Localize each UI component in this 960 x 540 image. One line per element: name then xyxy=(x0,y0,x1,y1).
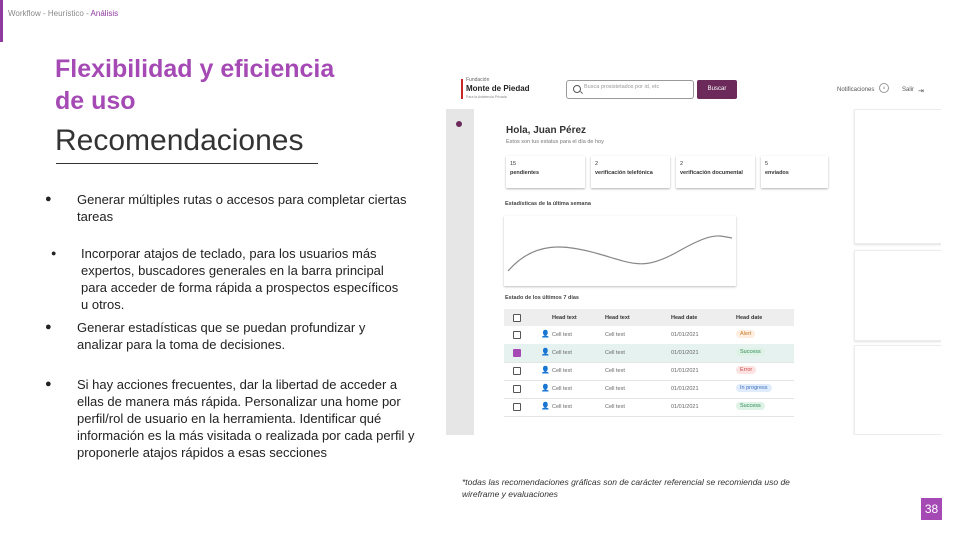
card-label: pendientes xyxy=(510,170,540,176)
title-divider xyxy=(56,163,318,164)
cell: Cell text xyxy=(552,404,572,410)
exit-icon[interactable]: ⇥ xyxy=(918,88,924,95)
column-header[interactable]: Head text xyxy=(605,315,630,321)
row-checkbox[interactable] xyxy=(513,385,521,393)
breadcrumb-current: Análisis xyxy=(90,9,119,18)
cell: Cell text xyxy=(605,368,625,374)
cell: Cell text xyxy=(552,332,572,338)
home-icon[interactable] xyxy=(456,121,462,127)
card-number: 2 xyxy=(680,161,684,167)
cell: Cell text xyxy=(605,404,625,410)
status-badge: Error xyxy=(736,366,756,374)
user-icon: 👤 xyxy=(541,385,550,392)
table-row[interactable] xyxy=(504,326,794,345)
side-panel-card xyxy=(854,250,941,341)
card-label: verificación telefónica xyxy=(595,170,653,176)
table-row[interactable] xyxy=(504,380,794,399)
card-label: verificación documental xyxy=(680,170,743,176)
notification-badge: 4 xyxy=(879,83,889,93)
cell: Cell text xyxy=(605,350,625,356)
status-badge: In progress xyxy=(736,384,772,392)
status-card[interactable] xyxy=(676,156,755,188)
card-number: 5 xyxy=(765,161,769,167)
mockup-header xyxy=(446,70,941,109)
user-icon: 👤 xyxy=(541,331,550,338)
card-number: 2 xyxy=(595,161,599,167)
row-checkbox[interactable] xyxy=(513,367,521,375)
table-row[interactable] xyxy=(504,344,794,363)
status-card[interactable] xyxy=(506,156,585,188)
logo-mark xyxy=(461,79,463,99)
status-title: Estado de los últimos 7 días xyxy=(505,295,579,301)
column-header[interactable]: Head date xyxy=(671,315,698,321)
status-card[interactable] xyxy=(591,156,670,188)
page-title-line2: de uso xyxy=(55,87,136,115)
card-label: enviados xyxy=(765,170,789,176)
bullet-text: Si hay acciones frecuentes, dar la libertad de acceder a ellas de manera más rápida. Personalizar una home por perfil/rol de usuario en la herramienta. Identificar qué información es la más visitada o realizada por cada perfil y proponerle atajos rápidos a esas secciones xyxy=(77,377,415,460)
stats-title: Estadísticas de la última semana xyxy=(505,201,591,207)
accent-bar xyxy=(0,0,3,42)
trend-line-chart xyxy=(504,216,736,286)
user-icon: 👤 xyxy=(541,367,550,374)
search-placeholder: Busca prosistetados por id, etc xyxy=(584,84,660,90)
status-badge: Alert xyxy=(736,330,755,338)
date-cell: 01/01/2021 xyxy=(671,350,699,356)
user-icon: 👤 xyxy=(541,349,550,356)
greeting: Hola, Juan Pérez xyxy=(506,125,587,136)
bullet-marker: ● xyxy=(45,193,52,205)
date-cell: 01/01/2021 xyxy=(671,386,699,392)
section-title: Recomendaciones xyxy=(55,124,304,157)
select-all-checkbox[interactable] xyxy=(513,314,521,322)
bullet-marker: ● xyxy=(45,321,52,333)
trend-line xyxy=(508,236,732,271)
bullet-marker: ● xyxy=(45,378,52,390)
row-checkbox[interactable] xyxy=(513,403,521,411)
page-number: 38 xyxy=(921,498,942,520)
cell: Cell text xyxy=(552,368,572,374)
page-title xyxy=(55,53,385,117)
column-header[interactable]: Head text xyxy=(552,315,577,321)
greeting-subtitle: Estos son tus estatus para el día de hoy xyxy=(506,139,604,145)
search-button[interactable]: Buscar xyxy=(697,80,737,99)
table-row[interactable] xyxy=(504,398,794,417)
side-panel-card xyxy=(854,345,941,435)
cell: Cell text xyxy=(605,386,625,392)
bullet-text: Generar estadísticas que se puedan profundizar y analizar para la toma de decisiones. xyxy=(77,320,366,352)
bullet-marker: ● xyxy=(51,248,57,258)
cell: Cell text xyxy=(552,350,572,356)
bullet-text: Incorporar atajos de teclado, para los usuarios más expertos, buscadores generales en la barra principal para acceder de forma rápida a prospectos específicos u otros. xyxy=(81,246,399,312)
date-cell: 01/01/2021 xyxy=(671,404,699,410)
cell: Cell text xyxy=(605,332,625,338)
logout-link[interactable]: Salir xyxy=(902,87,915,93)
search-icon xyxy=(573,85,581,93)
card-number: 15 xyxy=(510,161,517,167)
breadcrumb xyxy=(8,9,118,18)
logo-text: Monte de Piedad xyxy=(466,84,530,93)
column-header[interactable]: Head date xyxy=(736,315,763,321)
logo-small-text: Fundación xyxy=(466,77,490,83)
user-icon: 👤 xyxy=(541,403,550,410)
date-cell: 01/01/2021 xyxy=(671,368,699,374)
mockup-content xyxy=(474,109,941,435)
notifications-link[interactable]: Notificaciones xyxy=(837,87,875,93)
status-badge: Success xyxy=(736,402,765,410)
footnote: *todas las recomendaciones gráficas son de carácter referencial se recomienda uso de wireframe y evaluaciones xyxy=(462,477,790,499)
weekly-stats-chart[interactable] xyxy=(504,216,736,286)
table-row[interactable] xyxy=(504,362,794,381)
status-badge: Success xyxy=(736,348,765,356)
logo-subtext: Para la Asistencia Privada xyxy=(466,95,507,99)
page-title-line1: Flexibilidad y eficiencia xyxy=(55,55,335,83)
cell: Cell text xyxy=(552,386,572,392)
dashboard-mockup xyxy=(446,70,941,435)
table-header xyxy=(504,309,794,326)
status-card[interactable] xyxy=(761,156,828,188)
row-checkbox[interactable] xyxy=(513,331,521,339)
breadcrumb-path: Workflow - Heurístico - xyxy=(8,9,91,18)
row-checkbox[interactable] xyxy=(513,349,521,357)
mockup-sidebar xyxy=(446,109,474,435)
search-input[interactable] xyxy=(566,80,694,99)
bullet-text: Generar múltiples rutas o accesos para completar ciertas tareas xyxy=(77,192,407,224)
side-panel-card xyxy=(854,109,941,244)
date-cell: 01/01/2021 xyxy=(671,332,699,338)
